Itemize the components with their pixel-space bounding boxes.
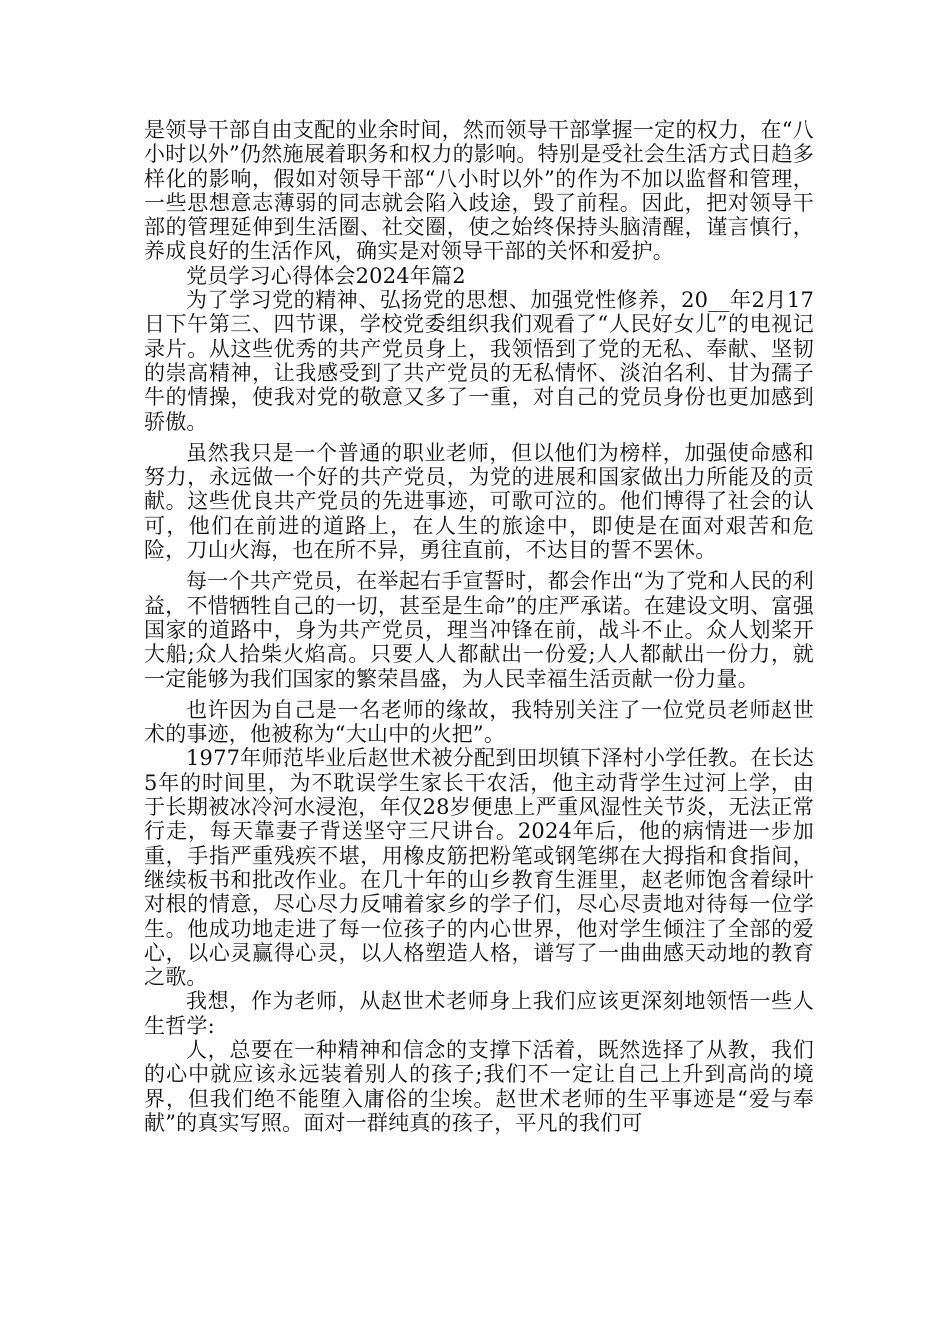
- paragraph: 为了学习党的精神、弘扬党的思想、加强党性修养，20__年2月17日下午第三、四节课，学校党委组织我们观看了“人民好女儿”的电视记录片。从这些优秀的共产党员身上，我领悟到了党的无私、奉献、坚韧的崇高精神，让我感受到了共产党员的无私情怀、淡泊名利、甘为孺子牛的情操，使我对党的敬意又多了一重，对自己的党员身份也更加感到骄傲。: [144, 288, 814, 434]
- paragraph-continued: 是领导干部自由支配的业余时间，然而领导干部掌握一定的权力，在“八小时以外”仍然施展着职务和权力的影响。特别是受社会生活方式日趋多样化的影响，假如对领导干部“八小时以外”的作为不加以监督和管理，一些思想意志薄弱的同志就会陷入歧途，毁了前程。因此，把对领导干部的管理延伸到生活圈、社交圈，使之始终保持头脑清醒，谨言慎行，养成良好的生活作风，确实是对领导干部的关怀和爱护。: [144, 118, 814, 264]
- section-heading: 党员学习心得体会2024年篇2: [186, 263, 466, 288]
- paragraph: 虽然我只是一个普通的职业老师，但以他们为榜样，加强使命感和努力，永远做一个好的共产党员，为党的进展和国家做出力所能及的贡献。这些优良共产党员的先进事迹，可歌可泣的。他们博得了社会的认可，他们在前进的道路上，在人生的旅途中，即使是在面对艰苦和危险，刀山火海，也在所不异，勇往直前，不达目的誓不罢休。: [144, 440, 814, 563]
- document-body: [144, 118, 814, 1135]
- paragraph: 也许因为自己是一名老师的缘故，我特别关注了一位党员老师赵世术的事迹，他被称为“大山中的火把”。: [144, 697, 814, 747]
- paragraph: 1977年师范毕业后赵世术被分配到田坝镇下泽村小学任教。在长达5年的时间里，为不耽误学生家长干农活，他主动背学生过河上学，由于长期被冰冷河水浸泡，年仅28岁便患上严重风湿性关节炎，无法正常行走，每天靠妻子背送坚守三尺讲台。2024年后，他的病情进一步加重，手指严重残疾不堪，用橡皮筋把粉笔或钢笔绑在大拇指和食指间，继续板书和批改作业。在几十年的山乡教育生涯里，赵老师饱含着绿叶对根的情意，尽心尽力反哺着家乡的学子们，尽心尽责地对待每一位学生。他成功地走进了每一位孩子的内心世界，他对学生倾注了全部的爱心，以心灵赢得心灵，以人格塑造人格，谱写了一曲曲感天动地的教育之歌。: [144, 746, 814, 990]
- paragraph: 每一个共产党员，在举起右手宣誓时，都会作出“为了党和人民的利益，不惜牺牲自己的一切，甚至是生命”的庄严承诺。在建设文明、富强国家的道路中，身为共产党员，理当冲锋在前，战斗不止。众人划桨开大船;众人拾柴火焰高。只要人人都献出一份爱;人人都献出一份力，就一定能够为我们国家的繁荣昌盛，为人民幸福生活贡献一份力量。: [144, 569, 814, 691]
- paragraph: 人，总要在一种精神和信念的支撑下活着，既然选择了从教，我们的心中就应该永远装着别人的孩子;我们不一定让自己上升到高尚的境界，但我们绝不能堕入庸俗的尘埃。赵世术老师的生平事迹是“爱与奉献”的真实写照。面对一群纯真的孩子，平凡的我们可: [144, 1037, 814, 1135]
- paragraph: 我想，作为老师，从赵世术老师身上我们应该更深刻地领悟一些人生哲学:: [144, 989, 814, 1038]
